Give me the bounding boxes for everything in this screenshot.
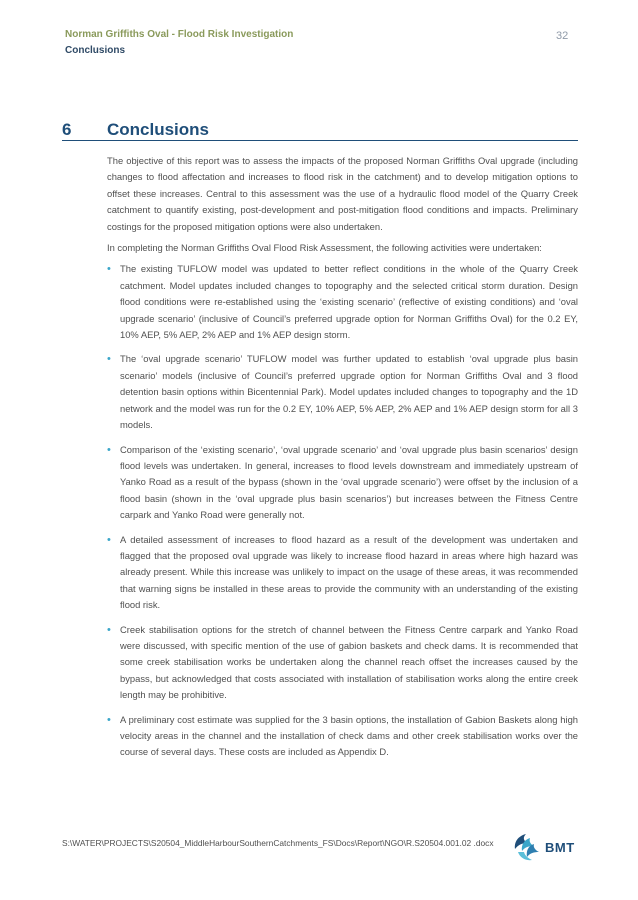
list-item-text: The ‘oval upgrade scenario’ TUFLOW model was further updated to establish ‘oval upgrade plus basin scenario’ models (inclusive of Council’s preferred upgrade option for Norman Griffiths Oval and 3 flood detention basin options within Bicentennial Park). Model updates included changes to topography and the 1D network and the model was run for the 0.2 EY, 10% AEP, 5% AEP, 2% AEP and 1% AEP design storm for all 3 models. (120, 353, 578, 431)
activities-list (107, 261, 578, 760)
list-item (107, 351, 578, 433)
list-item (107, 261, 578, 343)
file-path-footer: S:\WATER\PROJECTS\S20504_MiddleHarbourSouthernCatchments_FS\Docs\Report\NGO\R.S20504.001.02 .docx (62, 838, 494, 848)
paragraph-activities-intro: In completing the Norman Griffiths Oval Flood Risk Assessment, the following activities were undertaken: (107, 242, 542, 254)
list-item-text: Comparison of the ‘existing scenario’, ‘oval upgrade scenario’ and ‘oval upgrade plus basin scenarios’ design flood levels was undertaken. In general, increases to flood levels downstream and immediately upstream of Yanko Road as a result of the bypass (shown in the ‘oval upgrade scenario’) were offset by the inclusion of a flood basin (shown in the ‘oval upgrade plus basin scenarios’) but increases between the Fitness Centre carpark and Yanko Road were generally not. (120, 443, 578, 521)
section-divider (62, 140, 578, 141)
page-number: 32 (556, 30, 569, 42)
body-text (107, 153, 578, 769)
paragraph-objective: The objective of this report was to assess the impacts of the proposed Norman Griffiths Oval upgrade (including changes to flood affectation and increases to flood risk in the catchment) and to develop mitigation options to offset these increases. Central to this assessment was the use of a hydraulic flood model of the Quarry Creek catchment to quantify existing, post-development and post-mitigation flood conditions and impacts. Preliminary costings for the proposed mitigation options were also undertaken. (107, 155, 578, 232)
bullet-icon: • (107, 533, 111, 546)
bullet-icon: • (107, 443, 111, 456)
section-number: 6 (62, 120, 72, 139)
list-item-text: Creek stabilisation options for the stretch of channel between the Fitness Centre carpark and Yanko Road were discussed, with specific mention of the use of gabion baskets and check dams. It is recommended that some creek stabilisation works be undertaken along the channel reach offset the increases caused by the bypass, but acknowledged that costs associated with installation of stabilisation works along the entire creek length may be prohibitive. (120, 623, 578, 701)
running-header-title: Norman Griffiths Oval - Flood Risk Investigation (65, 29, 294, 40)
section-title: Conclusions (107, 120, 210, 139)
list-item-text: A detailed assessment of increases to flood hazard as a result of the development was undertaken and flagged that the proposed oval upgrade was likely to increase flood hazard in areas where high hazard was already present. While this increase was unlikely to impact on the usage of these areas, it was recommended that warning signs be installed in these areas to provide the community with an understanding of the existing flood risk. (120, 533, 578, 611)
running-header-subtitle: Conclusions (65, 45, 126, 56)
bullet-icon: • (107, 623, 111, 636)
list-item (107, 622, 578, 704)
bullet-icon: • (107, 713, 111, 726)
list-item-text: A preliminary cost estimate was supplied for the 3 basin options, the installation of Gabion Baskets along high velocity areas in the channel and the installation of check dams and other creek stabilisation works over the course of several days. These costs are included as Appendix D. (120, 713, 578, 758)
list-item (107, 532, 578, 614)
bullet-icon: • (107, 353, 111, 366)
list-item (107, 712, 578, 761)
list-item-text: The existing TUFLOW model was updated to better reflect conditions in the whole of the Quarry Creek catchment. Model updates included changes to topography and the selected critical storm duration. Design flood conditions were re-established using the ‘existing scenario’ (reflective of existing conditions) and ‘oval upgrade scenario’ (inclusive of Council’s preferred upgrade option for Norman Griffiths Oval) for the 0.2 EY, 10% AEP, 5% AEP, 2% AEP and 1% AEP design storm. (120, 263, 578, 341)
list-item (107, 442, 578, 524)
bmt-logo-text: BMT (545, 840, 575, 855)
bullet-icon: • (107, 263, 111, 276)
